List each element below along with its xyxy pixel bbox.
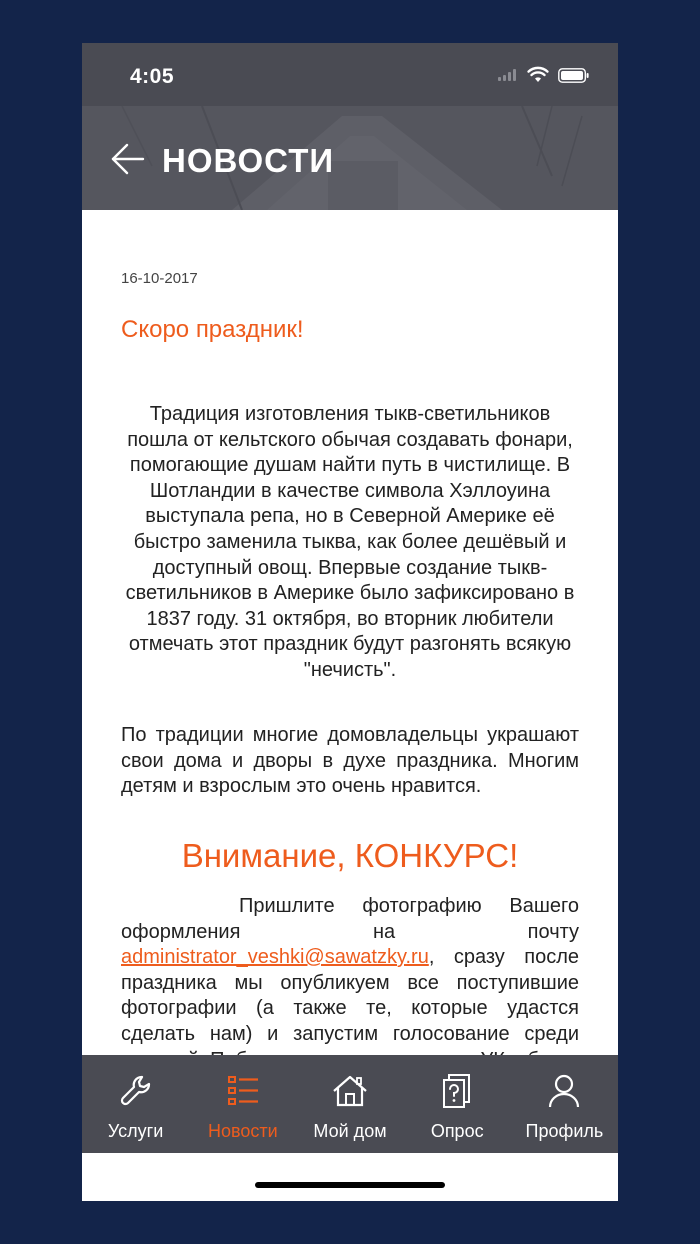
contest-heading: Внимание, КОНКУРС! bbox=[181, 837, 519, 874]
house-icon bbox=[332, 1073, 368, 1109]
tab-news-label: Новости bbox=[207, 1121, 278, 1141]
tab-my-home-label: Мой дом bbox=[313, 1121, 387, 1141]
tab-survey[interactable] bbox=[404, 1055, 511, 1153]
article-paragraph-1: Традиция изготовления тыкв-светильников пошла от кельтского обычая создавать фонари, помогающие душам найти путь в чистилище. В Шотландии в качестве символа Хэллоуина выступала репа, но в Северной Америке её быстро заменила тыква, как более дешёвый и доступный овощ. Впервые создание тыкв-светильников в Америке было зафиксировано в 1837 году. 31 октября, во вторник любители отмечать этот праздник будут разгонять всякую "нечисть". bbox=[125, 403, 575, 681]
page-title: НОВОСТИ bbox=[162, 142, 335, 179]
paragraph-3-text-before: Пришлите фотографию Вашего оформления на почту bbox=[121, 895, 579, 943]
wifi-icon bbox=[527, 67, 549, 83]
tab-news[interactable] bbox=[189, 1055, 296, 1153]
tab-profile[interactable] bbox=[511, 1055, 618, 1153]
profile-icon bbox=[546, 1073, 582, 1109]
article-date: 16-10-2017 bbox=[121, 270, 198, 287]
tab-services[interactable] bbox=[82, 1055, 189, 1153]
news-list-icon bbox=[225, 1073, 261, 1109]
paragraph-3-text-after: , сразу после праздника мы опубликуем все поступившие фотографии (а также те, которые удастся сделать нам) и запустим голосование среди bbox=[121, 946, 579, 1045]
article-paragraph-2: По традиции многие домовладельцы украшают свои дома и дворы в духе праздника. Многим детям и взрослым это очень нравится. bbox=[121, 724, 579, 798]
tab-bar bbox=[82, 1055, 618, 1153]
battery-icon bbox=[558, 68, 590, 83]
wrench-icon bbox=[118, 1073, 154, 1109]
tab-profile-label: Профиль bbox=[525, 1121, 604, 1141]
survey-icon bbox=[439, 1073, 475, 1109]
news-article[interactable] bbox=[82, 210, 618, 1055]
tab-survey-label: Опрос bbox=[430, 1121, 484, 1141]
status-icons bbox=[498, 67, 590, 83]
header bbox=[82, 106, 618, 210]
tab-my-home[interactable] bbox=[296, 1055, 403, 1153]
article-title: Скоро праздник! bbox=[121, 316, 304, 343]
back-arrow-icon[interactable] bbox=[110, 142, 146, 176]
home-indicator-area bbox=[82, 1153, 618, 1201]
signal-icon bbox=[498, 69, 518, 81]
phone-screen bbox=[82, 43, 618, 1201]
tab-services-label: Услуги bbox=[107, 1121, 164, 1141]
status-time: 4:05 bbox=[130, 65, 175, 88]
home-indicator[interactable] bbox=[255, 1182, 445, 1188]
status-bar bbox=[82, 43, 618, 106]
email-link[interactable]: administrator_veshki@sawatzky.ru bbox=[121, 946, 429, 969]
